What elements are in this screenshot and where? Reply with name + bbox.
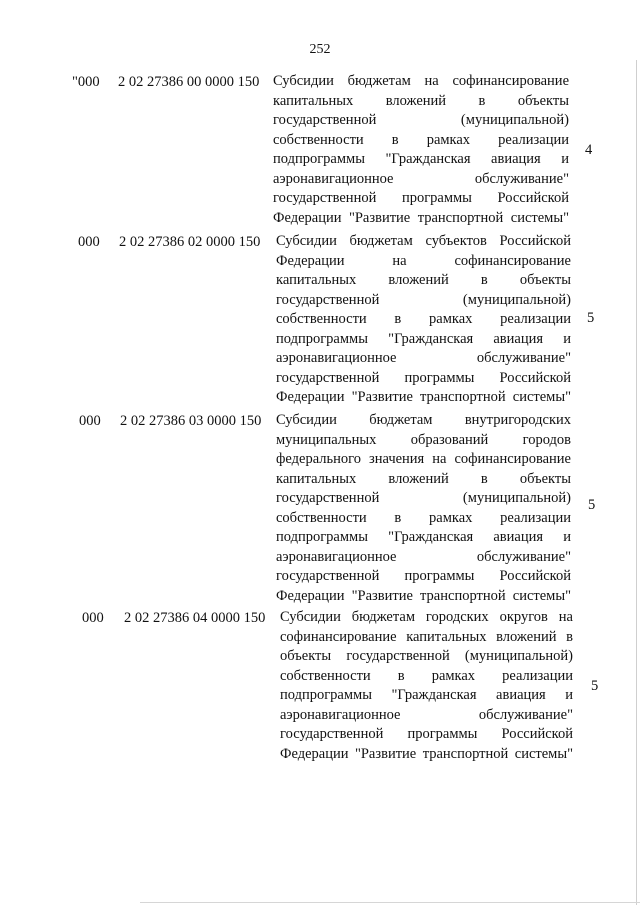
description-line: капитальных вложений в объекты: [273, 92, 569, 109]
description-line: аэронавигационное обслуживание": [276, 548, 571, 565]
row-description: [280, 608, 573, 764]
admin-code: 000: [78, 234, 100, 250]
description-line: государственной программы Российской: [276, 369, 571, 386]
amount-value: 5: [588, 497, 596, 513]
description-line: подпрограммы "Гражданская авиация и: [276, 529, 571, 545]
scan-edge: [140, 902, 640, 903]
description-line: капитальных вложений в объекты: [276, 272, 571, 288]
budget-classification-code: 2 02 27386 02 0000 150: [119, 234, 261, 250]
description-line: Субсидии бюджетам на софинансирование: [273, 73, 569, 89]
description-line: государственной программы Российской: [276, 568, 571, 584]
amount-value: 5: [587, 310, 595, 326]
budget-classification-code: 2 02 27386 03 0000 150: [120, 413, 262, 429]
description-line: государственной программы Российской: [280, 726, 573, 742]
description-line: подпрограммы "Гражданская авиация и: [273, 151, 569, 167]
description-line: собственности в рамках реализации: [273, 131, 569, 148]
description-line: капитальных вложений в объекты: [276, 470, 571, 487]
description-line: государственной (муниципальной): [273, 112, 569, 128]
description-line: государственной (муниципальной): [276, 291, 571, 308]
description-line: Субсидии бюджетам субъектов Российской: [276, 233, 571, 249]
description-line: Субсидии бюджетам внутригородских: [276, 412, 571, 428]
description-line: подпрограммы "Гражданская авиация и: [280, 687, 573, 703]
scan-edge: [636, 60, 637, 905]
description-line: софинансирование капитальных вложений в: [280, 628, 573, 645]
budget-classification-code: 2 02 27386 00 0000 150: [118, 74, 260, 90]
description-line: Федерации "Развитие транспортной системы": [276, 389, 571, 405]
description-line: аэронавигационное обслуживание": [273, 170, 569, 187]
description-line: аэронавигационное обслуживание": [280, 706, 573, 723]
amount-value: 4: [585, 142, 593, 158]
description-line: собственности в рамках реализации: [280, 667, 573, 684]
description-line: подпрограммы "Гражданская авиация и: [276, 330, 571, 347]
description-line: аэронавигационное обслуживание": [276, 350, 571, 366]
row-description: [276, 411, 571, 606]
description-line: объекты государственной (муниципальной): [280, 648, 573, 664]
description-line: Федерации "Развитие транспортной системы": [276, 587, 571, 604]
admin-code: 000: [82, 610, 104, 626]
description-line: Федерации "Развитие транспортной системы": [280, 745, 573, 762]
description-line: Субсидии бюджетам городских округов на: [280, 609, 573, 625]
description-line: государственной (муниципальной): [276, 490, 571, 506]
description-line: государственной программы Российской: [273, 190, 569, 206]
row-description: [276, 232, 571, 408]
description-line: собственности в рамках реализации: [276, 311, 571, 327]
description-line: Федерации на софинансирование: [276, 252, 571, 269]
description-line: собственности в рамках реализации: [276, 509, 571, 526]
description-line: муниципальных образований городов: [276, 431, 571, 448]
budget-classification-code: 2 02 27386 04 0000 150: [124, 610, 266, 626]
row-description: [273, 72, 569, 228]
description-line: федерального значения на софинансирование: [276, 451, 571, 467]
admin-code: 000: [79, 413, 101, 429]
page-number: 252: [309, 42, 331, 57]
admin-code: "000: [72, 74, 100, 90]
amount-value: 5: [591, 678, 599, 694]
description-line: Федерации "Развитие транспортной системы": [273, 209, 569, 226]
